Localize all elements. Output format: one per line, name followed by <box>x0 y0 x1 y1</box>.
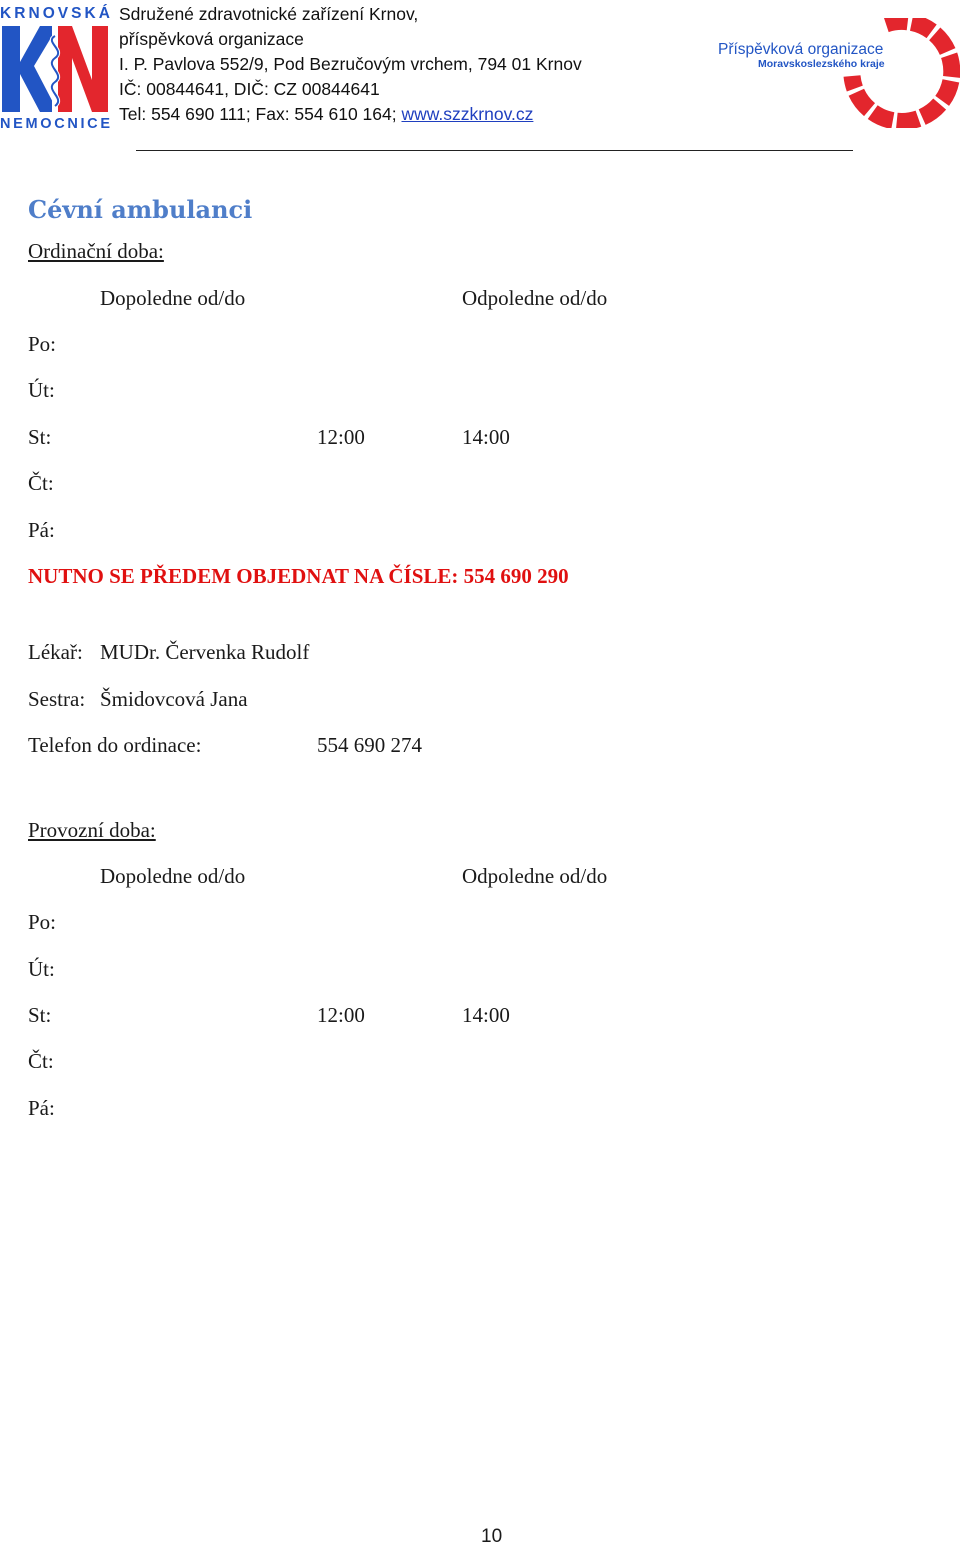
ordinacni-day-ct: Čt: <box>28 471 54 495</box>
phone-label: Telefon do ordinace: <box>28 733 202 757</box>
header-line-4: IČ: 00844641, DIČ: CZ 00844641 <box>119 79 380 99</box>
ordinacni-st-from: 12:00 <box>317 425 365 449</box>
provozni-st-to: 14:00 <box>462 1003 510 1027</box>
nurse-name: Šmidovcová Jana <box>100 687 248 711</box>
logo-left-bottom-text: NEMOCNICE <box>0 116 110 130</box>
website-link[interactable]: www.szzkrnov.cz <box>401 104 534 124</box>
provozni-col-am: Dopoledne od/do <box>100 864 246 888</box>
header-contact-line <box>119 102 533 127</box>
ordinacni-day-ut: Út: <box>28 378 55 402</box>
logo-right-line2: Moravskoslezského kraje <box>758 58 885 70</box>
ordinacni-col-pm: Odpoledne od/do <box>462 286 608 310</box>
provozni-st-from: 12:00 <box>317 1003 365 1027</box>
logo-left-top-text: KRNOVSKÁ <box>0 5 110 22</box>
provozni-heading: Provozní doba: <box>28 818 156 842</box>
header-contact-text: Tel: 554 690 111; Fax: 554 610 164; <box>119 104 402 124</box>
header-line-3: I. P. Pavlova 552/9, Pod Bezručovým vrchem, 794 01 Krnov <box>119 54 582 74</box>
doctor-label: Lékař: <box>28 640 83 664</box>
logo-right-line1: Příspěvková organizace <box>718 41 884 58</box>
provozni-day-st: St: <box>28 1003 52 1027</box>
provozni-day-ut: Út: <box>28 957 55 981</box>
provozni-day-pa: Pá: <box>28 1096 55 1120</box>
msk-region-logo <box>712 18 960 128</box>
booking-notice: NUTNO SE PŘEDEM OBJEDNAT NA ČÍSLE: 554 690 290 <box>28 564 569 588</box>
ordinacni-day-st: St: <box>28 425 52 449</box>
ordinacni-day-po: Po: <box>28 332 57 356</box>
krnov-hospital-logo <box>0 2 112 130</box>
ordinacni-st-to: 14:00 <box>462 425 510 449</box>
header-line-2: příspěvková organizace <box>119 29 304 49</box>
header-line-1: Sdružené zdravotnické zařízení Krnov, <box>119 4 419 24</box>
phone-number: 554 690 274 <box>317 733 422 757</box>
provozni-day-po: Po: <box>28 910 57 934</box>
provozni-day-ct: Čt: <box>28 1049 54 1073</box>
provozni-col-pm: Odpoledne od/do <box>462 864 608 888</box>
page-number: 10 <box>481 1526 503 1547</box>
ordinacni-day-pa: Pá: <box>28 518 55 542</box>
header-divider <box>136 150 853 151</box>
ordinacni-heading: Ordinační doba: <box>28 239 164 263</box>
page-title: Cévní ambulanci <box>28 195 253 224</box>
ordinacni-col-am: Dopoledne od/do <box>100 286 246 310</box>
doctor-name: MUDr. Červenka Rudolf <box>100 640 310 664</box>
nurse-label: Sestra: <box>28 687 86 711</box>
